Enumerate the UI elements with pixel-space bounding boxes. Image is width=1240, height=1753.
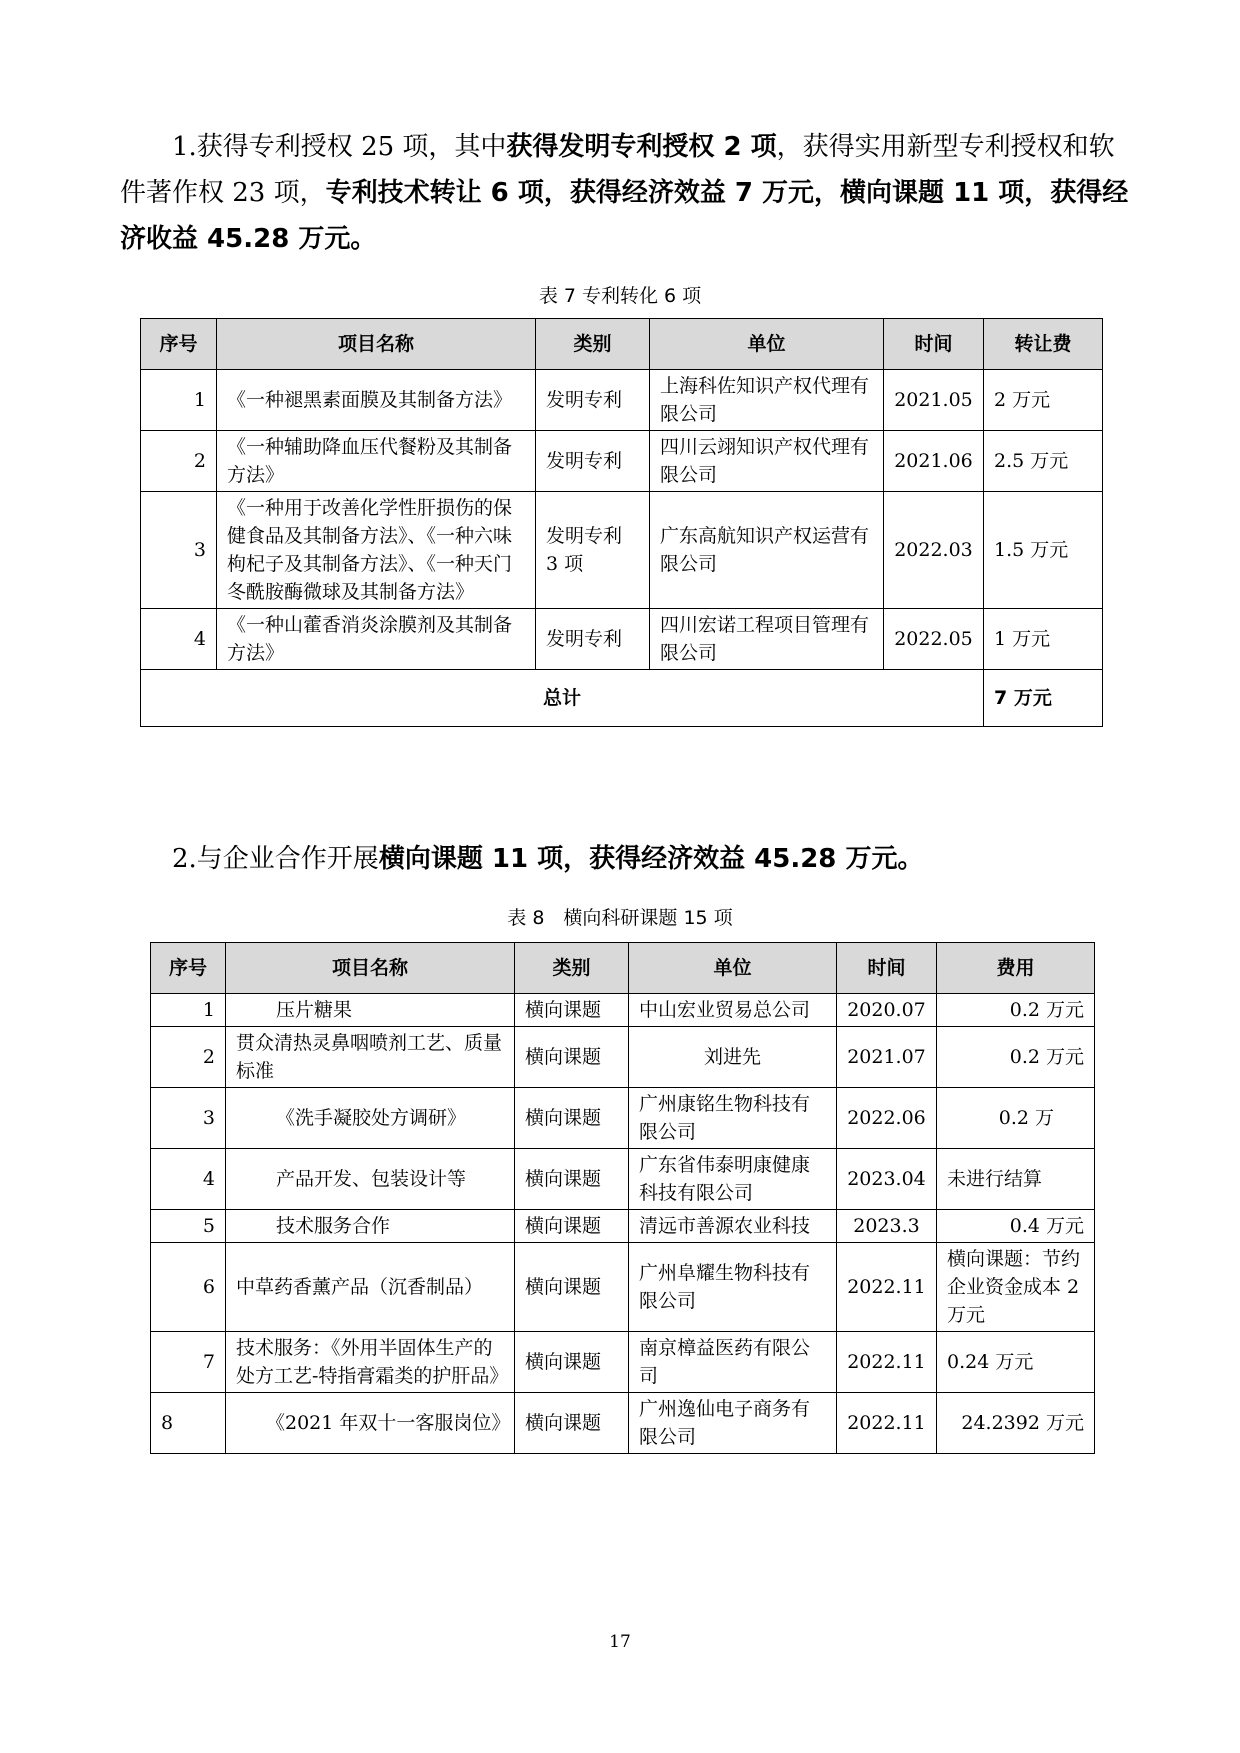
row-type: 发明专利 — [536, 431, 650, 492]
row-fee: 横向课题：节约企业资金成本 2 万元 — [937, 1243, 1095, 1332]
row-unit: 刘进先 — [629, 1027, 837, 1088]
row-fee: 24.2392 万元 — [937, 1393, 1095, 1454]
row-name: 《一种山藿香消炎涂膜剂及其制备方法》 — [217, 609, 536, 670]
row-time: 2021.07 — [837, 1027, 937, 1088]
row-unit: 清远市善源农业科技 — [629, 1210, 837, 1243]
row-name: 《一种褪黑素面膜及其制备方法》 — [217, 370, 536, 431]
row-unit: 中山宏业贸易总公司 — [629, 994, 837, 1027]
row-name: 《一种用于改善化学性肝损伤的保健食品及其制备方法》、《一种六味枸杞子及其制备方法》、《一种天门冬酰胺酶微球及其制备方法》 — [217, 492, 536, 609]
row-fee: 2 万元 — [984, 370, 1103, 431]
row-no: 1 — [151, 994, 226, 1027]
table8-header-name: 项目名称 — [226, 943, 515, 994]
table7-header-row — [141, 319, 1103, 370]
table7-header-time: 时间 — [884, 319, 984, 370]
table7-header-unit: 单位 — [650, 319, 884, 370]
row-fee: 1.5 万元 — [984, 492, 1103, 609]
row-time: 2022.05 — [884, 609, 984, 670]
total-value: 7 万元 — [984, 670, 1103, 727]
row-no: 1 — [141, 370, 217, 431]
row-name: 《洗手凝胶处方调研》 — [226, 1088, 515, 1149]
table8-header-no: 序号 — [151, 943, 226, 994]
total-label: 总计 — [141, 670, 984, 727]
section2-text-a: 2.与企业合作开展 — [172, 844, 379, 874]
row-time: 2023.3 — [837, 1210, 937, 1243]
row-no: 4 — [151, 1149, 226, 1210]
row-time: 2021.05 — [884, 370, 984, 431]
row-no: 5 — [151, 1210, 226, 1243]
table8-header-fee: 费用 — [937, 943, 1095, 994]
row-name: 《2021 年双十一客服岗位》 — [226, 1393, 515, 1454]
row-unit: 广州康铭生物科技有限公司 — [629, 1088, 837, 1149]
row-fee: 0.2 万元 — [937, 994, 1095, 1027]
row-unit: 广州阜耀生物科技有限公司 — [629, 1243, 837, 1332]
section1-text-b: ，获得实用新型专利授权和软件著作权 23 项， — [120, 132, 1115, 208]
section1-bold-a: 获得发明专利授权 2 项 — [506, 132, 777, 162]
row-no: 7 — [151, 1332, 226, 1393]
table-row — [141, 431, 1103, 492]
row-time: 2022.06 — [837, 1088, 937, 1149]
row-type: 横向课题 — [515, 1393, 629, 1454]
row-time: 2020.07 — [837, 994, 937, 1027]
row-time: 2023.04 — [837, 1149, 937, 1210]
horizontal-research-table — [150, 942, 1095, 1454]
row-name: 《一种辅助降血压代餐粉及其制备方法》 — [217, 431, 536, 492]
row-type: 横向课题 — [515, 1027, 629, 1088]
row-type: 发明专利 — [536, 609, 650, 670]
table8-header-type: 类别 — [515, 943, 629, 994]
row-time: 2022.03 — [884, 492, 984, 609]
row-type: 横向课题 — [515, 1149, 629, 1210]
page-number: 17 — [609, 1632, 631, 1652]
table-row — [141, 370, 1103, 431]
table8-header-unit: 单位 — [629, 943, 837, 994]
row-no: 3 — [151, 1088, 226, 1149]
row-type: 发明专利 — [536, 370, 650, 431]
table7-header-name: 项目名称 — [217, 319, 536, 370]
table-row — [151, 1243, 1095, 1332]
row-fee: 0.2 万 — [937, 1088, 1095, 1149]
table-row — [151, 1149, 1095, 1210]
table-row — [151, 1210, 1095, 1243]
row-no: 8 — [151, 1393, 226, 1454]
row-fee: 1 万元 — [984, 609, 1103, 670]
table8-header-row — [151, 943, 1095, 994]
section1-text-a: 1.获得专利授权 25 项，其中 — [172, 132, 507, 162]
row-name: 技术服务合作 — [226, 1210, 515, 1243]
row-time: 2022.11 — [837, 1243, 937, 1332]
row-fee: 0.24 万元 — [937, 1332, 1095, 1393]
row-unit: 四川宏诺工程项目管理有限公司 — [650, 609, 884, 670]
row-type: 发明专利 3 项 — [536, 492, 650, 609]
row-type: 横向课题 — [515, 994, 629, 1027]
row-time: 2021.06 — [884, 431, 984, 492]
row-fee: 2.5 万元 — [984, 431, 1103, 492]
row-type: 横向课题 — [515, 1332, 629, 1393]
row-fee: 未进行结算 — [937, 1149, 1095, 1210]
row-unit: 广东高航知识产权运营有限公司 — [650, 492, 884, 609]
row-type: 横向课题 — [515, 1088, 629, 1149]
section1-bold-b: 专利技术转让 6 项，获得经济效益 7 万元，横向课题 11 项，获得经济收益 45.28 万元。 — [120, 178, 1129, 254]
table-row — [151, 1393, 1095, 1454]
row-type: 横向课题 — [515, 1210, 629, 1243]
row-no: 2 — [141, 431, 217, 492]
patent-transfer-table — [140, 318, 1103, 727]
table-row — [151, 1088, 1095, 1149]
table-row — [141, 492, 1103, 609]
row-no: 6 — [151, 1243, 226, 1332]
row-name: 中草药香薰产品（沉香制品） — [226, 1243, 515, 1332]
section2-paragraph — [120, 836, 1130, 882]
row-name: 贯众清热灵鼻咽喷剂工艺、质量标准 — [226, 1027, 515, 1088]
table-row — [141, 609, 1103, 670]
table7-header-fee: 转让费 — [984, 319, 1103, 370]
row-unit: 四川云翊知识产权代理有限公司 — [650, 431, 884, 492]
row-no: 4 — [141, 609, 217, 670]
row-name: 压片糖果 — [226, 994, 515, 1027]
row-unit: 广州逸仙电子商务有限公司 — [629, 1393, 837, 1454]
table-row — [151, 994, 1095, 1027]
row-name: 技术服务：《外用半固体生产的处方工艺-特指膏霜类的护肝品》 — [226, 1332, 515, 1393]
row-no: 3 — [141, 492, 217, 609]
row-no: 2 — [151, 1027, 226, 1088]
row-unit: 南京樟益医药有限公司 — [629, 1332, 837, 1393]
row-name: 产品开发、包装设计等 — [226, 1149, 515, 1210]
section2-bold-a: 横向课题 11 项，获得经济效益 45.28 万元。 — [378, 844, 924, 874]
section1-paragraph — [120, 124, 1130, 262]
table-row — [151, 1027, 1095, 1088]
table7-caption: 表 7 专利转化 6 项 — [538, 285, 702, 307]
table-row — [151, 1332, 1095, 1393]
table8-caption: 表 8 横向科研课题 15 项 — [507, 907, 733, 929]
row-unit: 上海科佐知识产权代理有限公司 — [650, 370, 884, 431]
row-time: 2022.11 — [837, 1332, 937, 1393]
table7-header-no: 序号 — [141, 319, 217, 370]
row-fee: 0.2 万元 — [937, 1027, 1095, 1088]
table7-header-type: 类别 — [536, 319, 650, 370]
row-fee: 0.4 万元 — [937, 1210, 1095, 1243]
row-time: 2022.11 — [837, 1393, 937, 1454]
row-type: 横向课题 — [515, 1243, 629, 1332]
table8-header-time: 时间 — [837, 943, 937, 994]
row-unit: 广东省伟泰明康健康科技有限公司 — [629, 1149, 837, 1210]
table7-total-row — [141, 670, 1103, 727]
